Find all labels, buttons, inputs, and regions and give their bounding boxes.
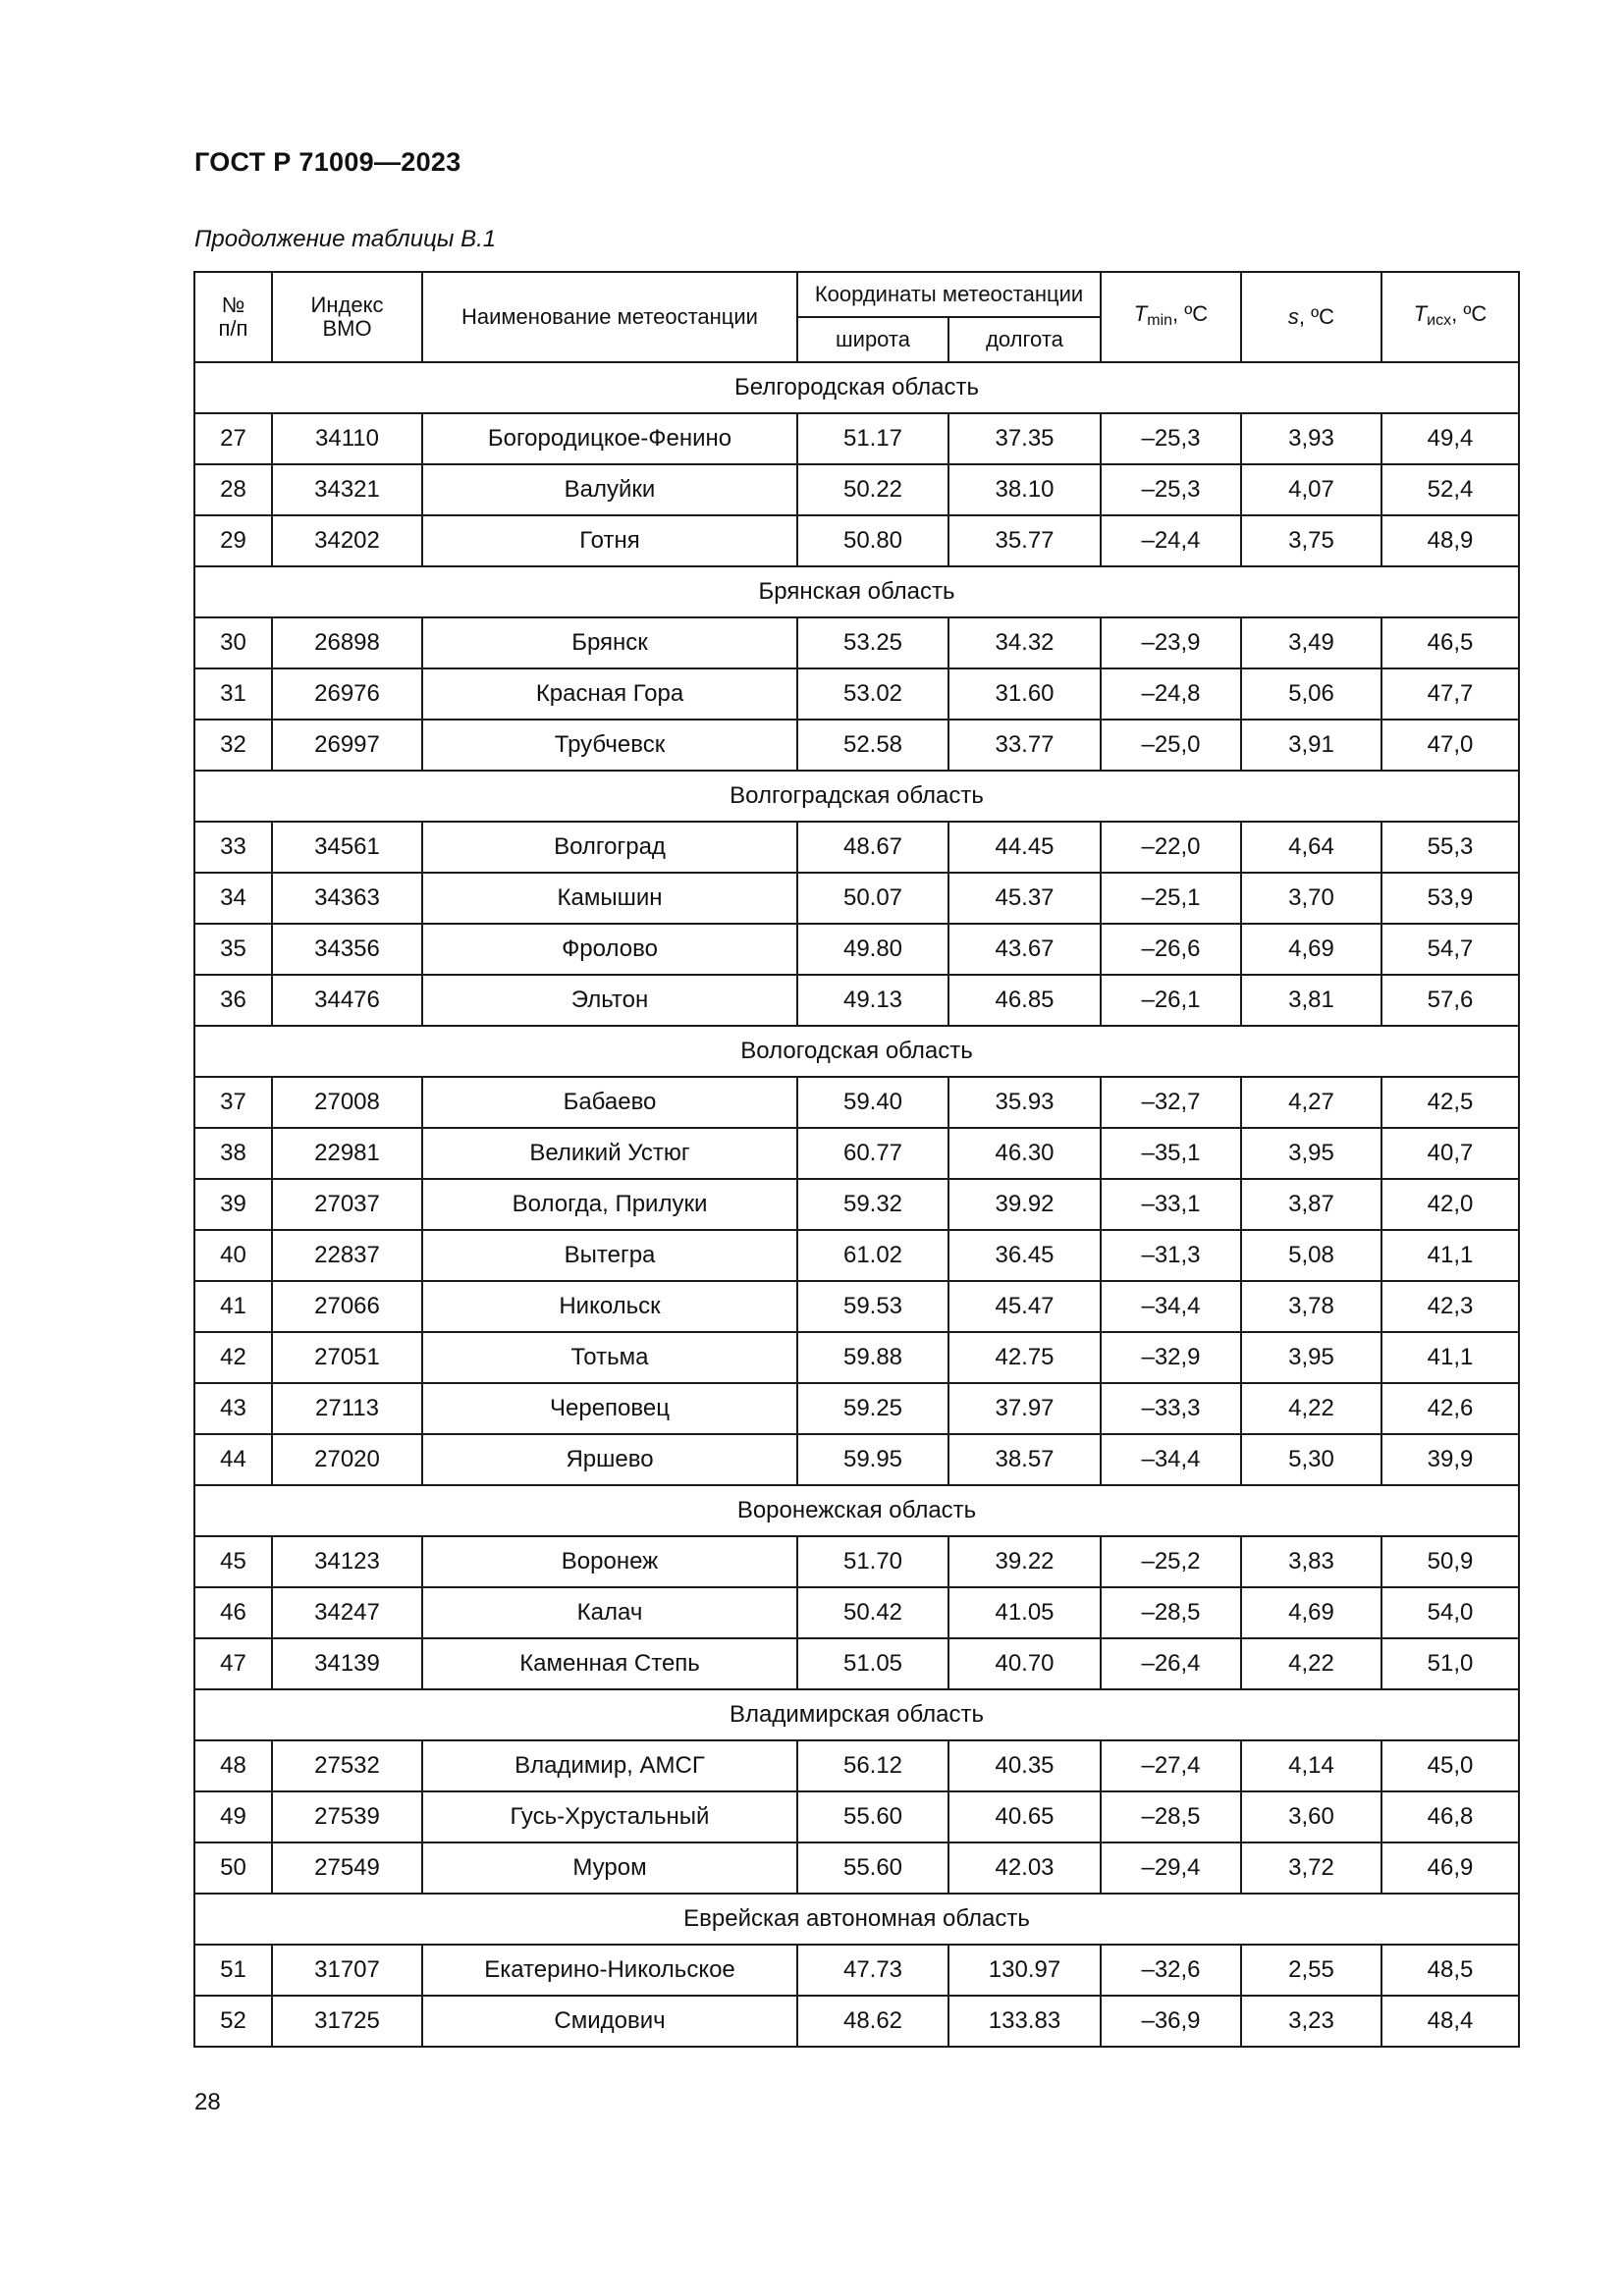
latitude-cell: 47.73 [797, 1945, 948, 1996]
row-number-cell: 38 [194, 1128, 272, 1179]
table-row [194, 413, 1519, 464]
tmin-cell: –33,3 [1101, 1383, 1241, 1434]
table-row [194, 1945, 1519, 1996]
col-header-tmin: $T_{min}$, ºС [1101, 272, 1241, 362]
tmin-cell: –27,4 [1101, 1740, 1241, 1791]
latitude-cell: 53.02 [797, 668, 948, 720]
wmo-index-cell: 31725 [272, 1996, 422, 2047]
col-header-coordinates: Координаты метеостанции [797, 272, 1101, 317]
station-name-cell: Смидович [422, 1996, 797, 2047]
region-name: Брянская область [194, 566, 1519, 617]
col-header-s: s, ºС [1241, 272, 1381, 362]
tmin-cell: –32,7 [1101, 1077, 1241, 1128]
tisx-cell: 47,0 [1381, 720, 1519, 771]
tisx-cell: 57,6 [1381, 975, 1519, 1026]
longitude-cell: 39.22 [948, 1536, 1101, 1587]
tmin-cell: –25,3 [1101, 413, 1241, 464]
table-body [194, 362, 1519, 2047]
station-name-cell: Красная Гора [422, 668, 797, 720]
table-row [194, 1077, 1519, 1128]
region-row [194, 1485, 1519, 1536]
tisx-cell: 40,7 [1381, 1128, 1519, 1179]
station-name-cell: Гусь-Хрустальный [422, 1791, 797, 1842]
s-cell: 5,08 [1241, 1230, 1381, 1281]
tisx-cell: 46,5 [1381, 617, 1519, 668]
longitude-cell: 46.30 [948, 1128, 1101, 1179]
wmo-index-cell: 27532 [272, 1740, 422, 1791]
longitude-cell: 38.10 [948, 464, 1101, 515]
longitude-cell: 40.35 [948, 1740, 1101, 1791]
region-row [194, 1894, 1519, 1945]
station-name-cell: Богородицкое-Фенино [422, 413, 797, 464]
wmo-index-cell: 34247 [272, 1587, 422, 1638]
row-number-cell: 32 [194, 720, 272, 771]
latitude-cell: 50.07 [797, 873, 948, 924]
region-name: Вологодская область [194, 1026, 1519, 1077]
station-name-cell: Екатерино-Никольское [422, 1945, 797, 1996]
wmo-index-cell: 22981 [272, 1128, 422, 1179]
s-cell: 3,91 [1241, 720, 1381, 771]
s-cell: 3,60 [1241, 1791, 1381, 1842]
station-name-cell: Яршево [422, 1434, 797, 1485]
row-number-cell: 33 [194, 822, 272, 873]
tmin-cell: –28,5 [1101, 1587, 1241, 1638]
region-name: Владимирская область [194, 1689, 1519, 1740]
tmin-cell: –25,0 [1101, 720, 1241, 771]
latitude-cell: 55.60 [797, 1842, 948, 1894]
longitude-cell: 40.65 [948, 1791, 1101, 1842]
tmin-cell: –28,5 [1101, 1791, 1241, 1842]
station-name-cell: Эльтон [422, 975, 797, 1026]
row-number-cell: 41 [194, 1281, 272, 1332]
tmin-cell: –25,2 [1101, 1536, 1241, 1587]
s-cell: 4,27 [1241, 1077, 1381, 1128]
wmo-index-cell: 27539 [272, 1791, 422, 1842]
latitude-cell: 53.25 [797, 617, 948, 668]
station-name-cell: Никольск [422, 1281, 797, 1332]
row-number-cell: 42 [194, 1332, 272, 1383]
station-name-cell: Волгоград [422, 822, 797, 873]
station-name-cell: Владимир, АМСГ [422, 1740, 797, 1791]
table-row [194, 1638, 1519, 1689]
s-cell: 4,07 [1241, 464, 1381, 515]
wmo-index-cell: 27051 [272, 1332, 422, 1383]
row-number-cell: 28 [194, 464, 272, 515]
tisx-cell: 46,9 [1381, 1842, 1519, 1894]
wmo-index-cell: 34476 [272, 975, 422, 1026]
tmin-cell: –35,1 [1101, 1128, 1241, 1179]
tmin-cell: –25,1 [1101, 873, 1241, 924]
col-header-longitude: долгота [948, 317, 1101, 362]
tisx-cell: 42,6 [1381, 1383, 1519, 1434]
col-header-number: № п/п [194, 272, 272, 362]
latitude-cell: 59.95 [797, 1434, 948, 1485]
longitude-cell: 133.83 [948, 1996, 1101, 2047]
table-row [194, 668, 1519, 720]
wmo-index-cell: 26997 [272, 720, 422, 771]
station-name-cell: Тотьма [422, 1332, 797, 1383]
longitude-cell: 45.37 [948, 873, 1101, 924]
region-name: Еврейская автономная область [194, 1894, 1519, 1945]
table-row [194, 1332, 1519, 1383]
longitude-cell: 33.77 [948, 720, 1101, 771]
latitude-cell: 50.80 [797, 515, 948, 566]
latitude-cell: 52.58 [797, 720, 948, 771]
latitude-cell: 51.17 [797, 413, 948, 464]
tisx-cell: 42,0 [1381, 1179, 1519, 1230]
wmo-index-cell: 26898 [272, 617, 422, 668]
station-name-cell: Брянск [422, 617, 797, 668]
region-name: Волгоградская область [194, 771, 1519, 822]
longitude-cell: 31.60 [948, 668, 1101, 720]
longitude-cell: 46.85 [948, 975, 1101, 1026]
s-cell: 4,64 [1241, 822, 1381, 873]
row-number-cell: 40 [194, 1230, 272, 1281]
tmin-cell: –33,1 [1101, 1179, 1241, 1230]
table-row [194, 1587, 1519, 1638]
longitude-cell: 41.05 [948, 1587, 1101, 1638]
longitude-cell: 37.97 [948, 1383, 1101, 1434]
document-title: ГОСТ Р 71009—2023 [194, 147, 461, 177]
tisx-cell: 39,9 [1381, 1434, 1519, 1485]
latitude-cell: 50.22 [797, 464, 948, 515]
row-number-cell: 34 [194, 873, 272, 924]
latitude-cell: 50.42 [797, 1587, 948, 1638]
tmin-cell: –22,0 [1101, 822, 1241, 873]
wmo-index-cell: 34202 [272, 515, 422, 566]
s-cell: 3,83 [1241, 1536, 1381, 1587]
table-head [194, 272, 1519, 362]
row-number-cell: 27 [194, 413, 272, 464]
latitude-cell: 59.53 [797, 1281, 948, 1332]
latitude-cell: 51.05 [797, 1638, 948, 1689]
latitude-cell: 55.60 [797, 1791, 948, 1842]
tisx-cell: 41,1 [1381, 1230, 1519, 1281]
tmin-cell: –25,3 [1101, 464, 1241, 515]
s-cell: 4,69 [1241, 924, 1381, 975]
s-cell: 4,69 [1241, 1587, 1381, 1638]
tmin-cell: –23,9 [1101, 617, 1241, 668]
latitude-cell: 59.40 [797, 1077, 948, 1128]
tmin-cell: –24,8 [1101, 668, 1241, 720]
table-row [194, 1842, 1519, 1894]
longitude-cell: 35.77 [948, 515, 1101, 566]
s-cell: 3,72 [1241, 1842, 1381, 1894]
tisx-cell: 45,0 [1381, 1740, 1519, 1791]
tisx-cell: 53,9 [1381, 873, 1519, 924]
tmin-cell: –29,4 [1101, 1842, 1241, 1894]
tmin-cell: –24,4 [1101, 515, 1241, 566]
row-number-cell: 39 [194, 1179, 272, 1230]
wmo-index-cell: 27066 [272, 1281, 422, 1332]
row-number-cell: 37 [194, 1077, 272, 1128]
s-cell: 3,23 [1241, 1996, 1381, 2047]
tisx-cell: 50,9 [1381, 1536, 1519, 1587]
s-cell: 2,55 [1241, 1945, 1381, 1996]
longitude-cell: 34.32 [948, 617, 1101, 668]
longitude-cell: 42.03 [948, 1842, 1101, 1894]
wmo-index-cell: 27549 [272, 1842, 422, 1894]
tisx-cell: 46,8 [1381, 1791, 1519, 1842]
table-row [194, 1434, 1519, 1485]
wmo-index-cell: 34321 [272, 464, 422, 515]
station-name-cell: Каменная Степь [422, 1638, 797, 1689]
s-cell: 5,06 [1241, 668, 1381, 720]
s-cell: 3,75 [1241, 515, 1381, 566]
table-row [194, 1996, 1519, 2047]
longitude-cell: 40.70 [948, 1638, 1101, 1689]
row-number-cell: 52 [194, 1996, 272, 2047]
row-number-cell: 50 [194, 1842, 272, 1894]
row-number-cell: 36 [194, 975, 272, 1026]
latitude-cell: 49.80 [797, 924, 948, 975]
wmo-index-cell: 34123 [272, 1536, 422, 1587]
station-name-cell: Валуйки [422, 464, 797, 515]
table-row [194, 924, 1519, 975]
row-number-cell: 35 [194, 924, 272, 975]
tisx-cell: 54,7 [1381, 924, 1519, 975]
s-cell: 4,14 [1241, 1740, 1381, 1791]
tisx-cell: 42,3 [1381, 1281, 1519, 1332]
row-number-cell: 49 [194, 1791, 272, 1842]
row-number-cell: 51 [194, 1945, 272, 1996]
wmo-index-cell: 34110 [272, 413, 422, 464]
tisx-cell: 48,9 [1381, 515, 1519, 566]
row-number-cell: 29 [194, 515, 272, 566]
latitude-cell: 48.67 [797, 822, 948, 873]
station-name-cell: Камышин [422, 873, 797, 924]
table-row [194, 1740, 1519, 1791]
s-cell: 4,22 [1241, 1638, 1381, 1689]
tisx-cell: 41,1 [1381, 1332, 1519, 1383]
s-cell: 3,95 [1241, 1128, 1381, 1179]
col-header-tisx: $T_{исх}$, ºС [1381, 272, 1519, 362]
station-name-cell: Готня [422, 515, 797, 566]
table-row [194, 1179, 1519, 1230]
tisx-cell: 55,3 [1381, 822, 1519, 873]
station-name-cell: Воронеж [422, 1536, 797, 1587]
station-name-cell: Великий Устюг [422, 1128, 797, 1179]
longitude-cell: 45.47 [948, 1281, 1101, 1332]
col-header-station-name: Наименование метеостанции [422, 272, 797, 362]
longitude-cell: 38.57 [948, 1434, 1101, 1485]
tmin-cell: –26,4 [1101, 1638, 1241, 1689]
station-name-cell: Вытегра [422, 1230, 797, 1281]
station-name-cell: Трубчевск [422, 720, 797, 771]
longitude-cell: 44.45 [948, 822, 1101, 873]
wmo-index-cell: 34363 [272, 873, 422, 924]
row-number-cell: 30 [194, 617, 272, 668]
latitude-cell: 60.77 [797, 1128, 948, 1179]
wmo-index-cell: 31707 [272, 1945, 422, 1996]
wmo-index-cell: 26976 [272, 668, 422, 720]
latitude-cell: 48.62 [797, 1996, 948, 2047]
row-number-cell: 47 [194, 1638, 272, 1689]
latitude-cell: 49.13 [797, 975, 948, 1026]
region-row [194, 362, 1519, 413]
page-number: 28 [194, 2089, 221, 2115]
row-number-cell: 43 [194, 1383, 272, 1434]
tisx-cell: 48,5 [1381, 1945, 1519, 1996]
latitude-cell: 61.02 [797, 1230, 948, 1281]
table-row [194, 975, 1519, 1026]
row-number-cell: 46 [194, 1587, 272, 1638]
tmin-cell: –26,1 [1101, 975, 1241, 1026]
tisx-cell: 49,4 [1381, 413, 1519, 464]
table-row [194, 1281, 1519, 1332]
tisx-cell: 48,4 [1381, 1996, 1519, 2047]
station-name-cell: Фролово [422, 924, 797, 975]
wmo-index-cell: 27037 [272, 1179, 422, 1230]
region-row [194, 1026, 1519, 1077]
row-number-cell: 31 [194, 668, 272, 720]
s-cell: 5,30 [1241, 1434, 1381, 1485]
s-cell: 3,49 [1241, 617, 1381, 668]
s-cell: 3,78 [1241, 1281, 1381, 1332]
tisx-cell: 52,4 [1381, 464, 1519, 515]
region-name: Воронежская область [194, 1485, 1519, 1536]
region-name: Белгородская область [194, 362, 1519, 413]
table-row [194, 873, 1519, 924]
table-row [194, 617, 1519, 668]
s-cell: 3,93 [1241, 413, 1381, 464]
station-name-cell: Муром [422, 1842, 797, 1894]
tmin-cell: –34,4 [1101, 1434, 1241, 1485]
tmin-cell: –31,3 [1101, 1230, 1241, 1281]
tmin-cell: –26,6 [1101, 924, 1241, 975]
col-header-wmo-index: Индекс ВМО [272, 272, 422, 362]
table-row [194, 1536, 1519, 1587]
wmo-index-cell: 34139 [272, 1638, 422, 1689]
latitude-cell: 59.32 [797, 1179, 948, 1230]
station-name-cell: Вологда, Прилуки [422, 1179, 797, 1230]
longitude-cell: 130.97 [948, 1945, 1101, 1996]
row-number-cell: 45 [194, 1536, 272, 1587]
tmin-cell: –32,6 [1101, 1945, 1241, 1996]
s-cell: 3,81 [1241, 975, 1381, 1026]
latitude-cell: 59.88 [797, 1332, 948, 1383]
table-row [194, 515, 1519, 566]
table-row [194, 1230, 1519, 1281]
region-row [194, 566, 1519, 617]
s-cell: 3,95 [1241, 1332, 1381, 1383]
table-row [194, 1128, 1519, 1179]
table-row [194, 720, 1519, 771]
s-cell: 4,22 [1241, 1383, 1381, 1434]
longitude-cell: 43.67 [948, 924, 1101, 975]
row-number-cell: 48 [194, 1740, 272, 1791]
wmo-index-cell: 34356 [272, 924, 422, 975]
table-row [194, 464, 1519, 515]
longitude-cell: 36.45 [948, 1230, 1101, 1281]
table-row [194, 1791, 1519, 1842]
tisx-cell: 51,0 [1381, 1638, 1519, 1689]
wmo-index-cell: 22837 [272, 1230, 422, 1281]
latitude-cell: 51.70 [797, 1536, 948, 1587]
row-number-cell: 44 [194, 1434, 272, 1485]
wmo-index-cell: 27020 [272, 1434, 422, 1485]
latitude-cell: 59.25 [797, 1383, 948, 1434]
tisx-cell: 42,5 [1381, 1077, 1519, 1128]
station-name-cell: Калач [422, 1587, 797, 1638]
station-name-cell: Череповец [422, 1383, 797, 1434]
tmin-cell: –32,9 [1101, 1332, 1241, 1383]
tisx-cell: 54,0 [1381, 1587, 1519, 1638]
col-header-latitude: широта [797, 317, 948, 362]
longitude-cell: 35.93 [948, 1077, 1101, 1128]
longitude-cell: 37.35 [948, 413, 1101, 464]
latitude-cell: 56.12 [797, 1740, 948, 1791]
table-caption: Продолжение таблицы В.1 [194, 226, 497, 252]
tisx-cell: 47,7 [1381, 668, 1519, 720]
s-cell: 3,70 [1241, 873, 1381, 924]
tmin-cell: –36,9 [1101, 1996, 1241, 2047]
tmin-cell: –34,4 [1101, 1281, 1241, 1332]
wmo-index-cell: 27008 [272, 1077, 422, 1128]
wmo-index-cell: 34561 [272, 822, 422, 873]
station-name-cell: Бабаево [422, 1077, 797, 1128]
table-row [194, 1383, 1519, 1434]
region-row [194, 1689, 1519, 1740]
table-row [194, 822, 1519, 873]
wmo-index-cell: 27113 [272, 1383, 422, 1434]
stations-table [193, 271, 1520, 2048]
region-row [194, 771, 1519, 822]
longitude-cell: 39.92 [948, 1179, 1101, 1230]
longitude-cell: 42.75 [948, 1332, 1101, 1383]
s-cell: 3,87 [1241, 1179, 1381, 1230]
